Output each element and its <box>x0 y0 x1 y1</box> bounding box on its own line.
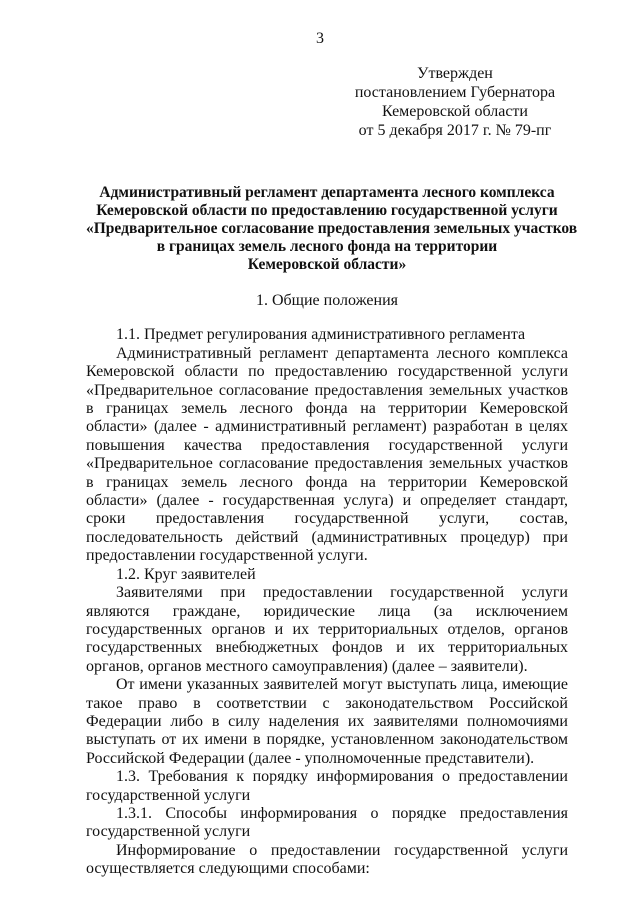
document-title <box>86 184 578 274</box>
approval-line: Кемеровской области <box>382 103 528 120</box>
page-number: 3 <box>316 30 324 47</box>
document-body <box>86 292 568 879</box>
title-line: Кемеровской области» <box>247 256 407 273</box>
paragraph: Административный регламент департамента лесного комплекса Кемеровской области по предоставлению государственной услуги «Предварительное согласование предоставления земельных участков в границах земель лесного фонда на территории Кемеровской области» (далее - административный регламент) разработан в целях повышения качества предоставления государственной услуги «Предварительное согласование предоставления земельных участков в границах земель лесного фонда на территории Кемеровской области» (далее - государственная услуга) и определяет стандарт, сроки предоставления государственной услуги, состав, последовательность действий (административных процедур) при предоставлении государственной услуги. <box>86 344 568 565</box>
title-line: Административный регламент департамента лесного комплекса <box>99 184 555 201</box>
paragraph: От имени указанных заявителей могут выступать лица, имеющие такое право в соответствии с законодательством Российской Федерации либо в силу наделения их заявителями полномочиями выступать от их имени в порядке, установленном законодательством Российской Федерации (далее - уполномоченные представители). <box>86 676 568 767</box>
subsection-heading: 1.1. Предмет регулирования административного регламента <box>116 326 526 344</box>
title-line: «Предварительное согласование предоставления земельных участков <box>86 220 578 237</box>
section-heading: 1. Общие положения <box>255 292 399 309</box>
approval-stamp <box>340 64 570 140</box>
paragraph: Информирование о предоставлении государственной услуги осуществляется следующими способами: <box>86 841 568 878</box>
title-line: Кемеровской области по предоставлению государственной услуги <box>96 202 558 219</box>
subsection-heading: 1.3. Требования к порядку информирования о предоставлении государственной услуги <box>86 768 568 804</box>
approval-line: Утвержден <box>417 65 493 82</box>
subsection-heading: 1.3.1. Способы информирования о порядке предоставления государственной услуги <box>86 804 568 841</box>
approval-line: от 5 декабря 2017 г. № 79-пг <box>358 122 552 139</box>
subsection-heading: 1.2. Круг заявителей <box>116 565 256 583</box>
approval-line: постановлением Губернатора <box>354 84 556 101</box>
title-line: в границах земель лесного фонда на территории <box>156 238 498 255</box>
paragraph: Заявителями при предоставлении государственной услуги являются граждане, юридические лица (за исключением государственных органов и их территориальных отделов, органов государственных внебюджетных фондов и их территориальных органов, органов местного самоуправления) (далее – заявители). <box>86 584 568 675</box>
